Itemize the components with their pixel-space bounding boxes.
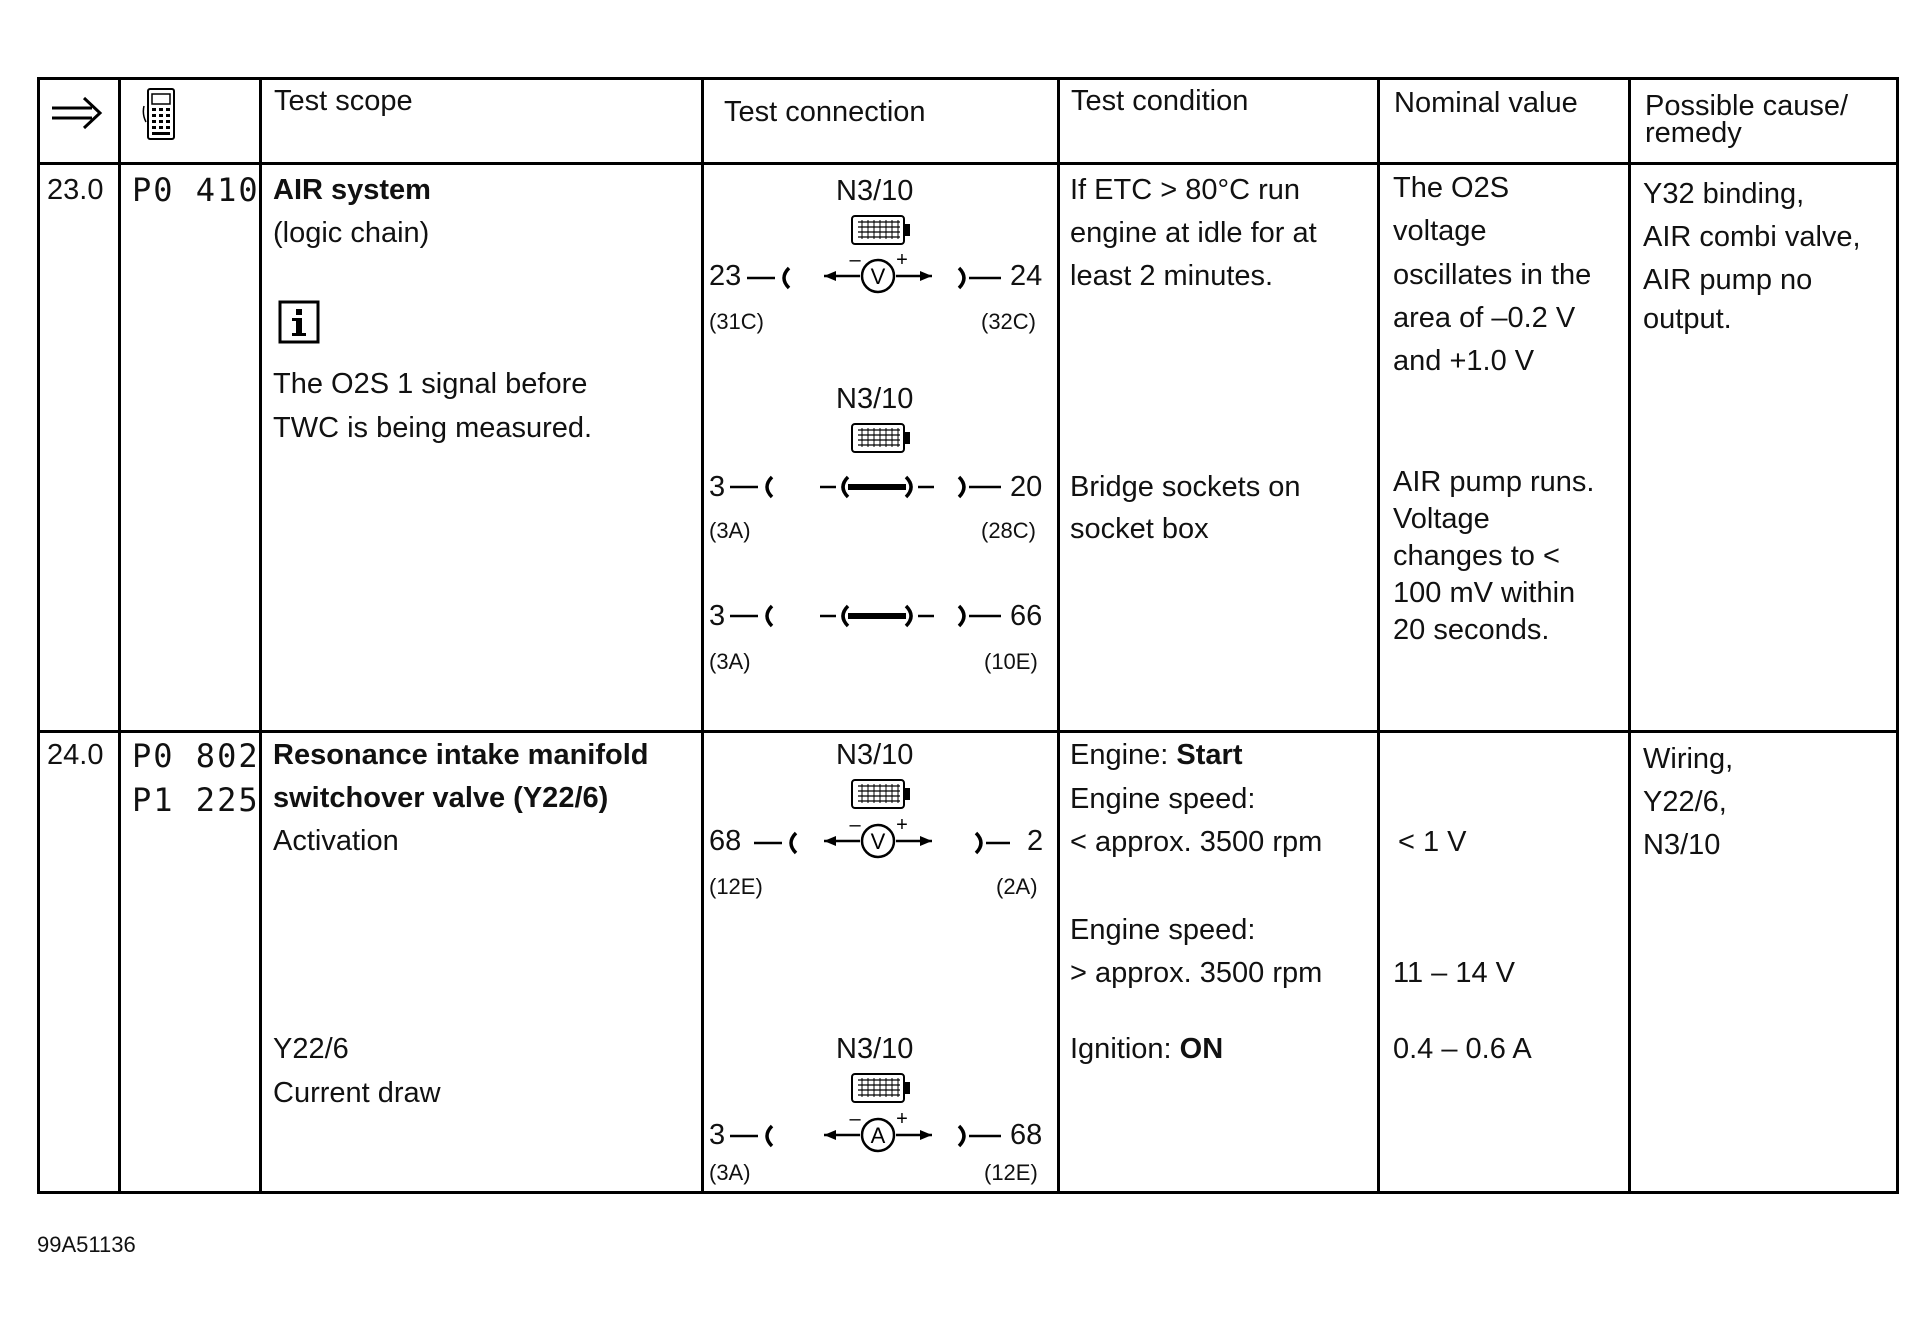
test-condition-line: Engine speed: xyxy=(1070,783,1256,815)
fault-code: P1 225 xyxy=(132,781,260,819)
left-probe-icon xyxy=(745,263,795,293)
voltmeter-icon xyxy=(822,252,934,296)
fault-code: P0 410 xyxy=(132,171,260,209)
socket-right-number: 2 xyxy=(1027,825,1044,857)
socket-right-pin: (32C) xyxy=(981,309,1037,334)
module-label: N3/10 xyxy=(836,1033,914,1065)
possible-cause-line: output. xyxy=(1643,303,1732,335)
connector-box-icon xyxy=(850,214,912,248)
test-scope-note: TWC is being measured. xyxy=(273,412,593,444)
possible-cause-line: AIR combi valve, xyxy=(1643,221,1861,253)
nominal-value-line: area of –0.2 V xyxy=(1393,302,1576,334)
connector-box-icon xyxy=(850,778,912,812)
socket-right-number: 20 xyxy=(1010,471,1043,503)
right-probe-icon xyxy=(953,263,1003,293)
test-condition-line: least 2 minutes. xyxy=(1070,260,1274,292)
condition-label: Ignition: xyxy=(1070,1033,1180,1065)
module-label: N3/10 xyxy=(836,739,914,771)
svg-text:+: + xyxy=(896,817,908,836)
nominal-value-line: 0.4 – 0.6 A xyxy=(1393,1033,1532,1065)
right-probe-icon xyxy=(970,828,1020,858)
row-divider xyxy=(37,730,1899,733)
header-possible-cause: Possible cause/ xyxy=(1645,90,1849,122)
module-label: N3/10 xyxy=(836,383,914,415)
left-probe-icon xyxy=(752,828,802,858)
row-number: 23.0 xyxy=(47,174,104,206)
figure-id: 99A51136 xyxy=(37,1232,136,1257)
nominal-value-line: < 1 V xyxy=(1398,826,1467,858)
socket-left-number: 3 xyxy=(709,600,726,632)
socket-right-number: 66 xyxy=(1010,600,1043,632)
header-test-scope: Test scope xyxy=(274,85,413,117)
test-condition-line: socket box xyxy=(1070,513,1209,545)
socket-right-number: 68 xyxy=(1010,1119,1043,1151)
svg-text:–: – xyxy=(849,1111,861,1130)
nominal-value-line: AIR pump runs. xyxy=(1393,466,1595,498)
right-probe-icon xyxy=(953,472,1003,502)
connector-box-icon xyxy=(850,422,912,456)
col-border-1 xyxy=(118,77,121,1194)
left-probe-icon xyxy=(728,472,778,502)
header-divider xyxy=(37,162,1899,165)
possible-cause-line: Y32 binding, xyxy=(1643,178,1805,210)
possible-cause-line: Wiring, xyxy=(1643,743,1734,775)
nominal-value-line: 20 seconds. xyxy=(1393,614,1550,646)
nominal-value-line: 11 – 14 V xyxy=(1393,957,1516,989)
svg-text:–: – xyxy=(849,252,861,271)
socket-right-pin: (2A) xyxy=(996,874,1038,899)
test-scope-subtitle: (logic chain) xyxy=(273,217,430,249)
tester-device-icon xyxy=(142,86,182,142)
svg-text:+: + xyxy=(896,1111,908,1130)
row-number: 24.0 xyxy=(47,739,104,771)
col-border-3 xyxy=(701,77,704,1194)
test-scope-title: Resonance intake manifold xyxy=(273,739,649,771)
connector-box-icon xyxy=(850,1072,912,1106)
header-test-connection: Test connection xyxy=(724,96,926,128)
nominal-value-line: changes to < xyxy=(1393,540,1560,572)
col-border-5 xyxy=(1377,77,1380,1194)
socket-left-number: 23 xyxy=(709,260,742,292)
info-icon xyxy=(278,300,320,344)
col-border-2 xyxy=(259,77,262,1194)
table-border-top xyxy=(37,77,1899,80)
test-condition-line: If ETC > 80°C run xyxy=(1070,174,1300,206)
table-border-bottom xyxy=(37,1191,1899,1194)
header-remedy: remedy xyxy=(1645,117,1742,149)
socket-left-pin: (3A) xyxy=(709,518,751,543)
header-test-condition: Test condition xyxy=(1071,85,1249,117)
nominal-value-line: The O2S xyxy=(1393,172,1510,204)
test-scope-subtitle: Current draw xyxy=(273,1077,441,1109)
col-border-0 xyxy=(37,77,40,1194)
test-condition-line: Engine speed: xyxy=(1070,914,1256,946)
fault-code: P0 802 xyxy=(132,737,260,775)
module-label: N3/10 xyxy=(836,175,914,207)
col-border-4 xyxy=(1057,77,1060,1194)
possible-cause-line: N3/10 xyxy=(1643,829,1721,861)
bridge-cable-icon xyxy=(818,601,936,631)
header-nominal-value: Nominal value xyxy=(1394,87,1578,119)
voltmeter-icon xyxy=(822,817,934,861)
condition-value: Start xyxy=(1176,739,1243,771)
right-probe-icon xyxy=(953,1121,1003,1151)
nominal-value-line: voltage xyxy=(1393,215,1487,247)
socket-right-number: 24 xyxy=(1010,260,1043,292)
svg-text:V: V xyxy=(870,264,886,289)
test-condition-line xyxy=(1070,737,1243,773)
condition-value: ON xyxy=(1179,1033,1224,1065)
socket-right-pin: (28C) xyxy=(981,518,1037,543)
nominal-value-line: Voltage xyxy=(1393,503,1490,535)
socket-right-pin: (10E) xyxy=(984,649,1038,674)
col-border-6 xyxy=(1628,77,1631,1194)
socket-left-pin: (3A) xyxy=(709,1160,751,1185)
socket-left-pin: (31C) xyxy=(709,309,765,334)
test-scope-subtitle: Activation xyxy=(273,825,399,857)
test-condition-line: Bridge sockets on xyxy=(1070,471,1301,503)
condition-label: Engine: xyxy=(1070,739,1177,771)
svg-text:+: + xyxy=(896,252,908,271)
ammeter-icon xyxy=(822,1111,934,1155)
test-condition-line: > approx. 3500 rpm xyxy=(1070,957,1323,989)
possible-cause-line: AIR pump no xyxy=(1643,264,1813,296)
socket-left-number: 3 xyxy=(709,1119,726,1151)
test-condition-line xyxy=(1070,1031,1223,1067)
test-scope-title: AIR system xyxy=(273,174,431,206)
socket-left-number: 68 xyxy=(709,825,742,857)
test-scope-note: The O2S 1 signal before xyxy=(273,368,588,400)
svg-text:A: A xyxy=(870,1123,886,1148)
nominal-value-line: oscillates in the xyxy=(1393,259,1592,291)
possible-cause-line: Y22/6, xyxy=(1643,786,1727,818)
socket-right-pin: (12E) xyxy=(984,1160,1038,1185)
test-condition-line: engine at idle for at xyxy=(1070,217,1317,249)
bridge-cable-icon xyxy=(818,472,936,502)
arrow-right-icon xyxy=(48,93,108,133)
svg-text:–: – xyxy=(849,817,861,836)
test-scope-component: Y22/6 xyxy=(273,1033,349,1065)
right-probe-icon xyxy=(953,601,1003,631)
nominal-value-line: 100 mV within xyxy=(1393,577,1576,609)
col-border-7 xyxy=(1896,77,1899,1194)
test-scope-title: switchover valve (Y22/6) xyxy=(273,782,609,814)
socket-left-pin: (3A) xyxy=(709,649,751,674)
socket-left-number: 3 xyxy=(709,471,726,503)
left-probe-icon xyxy=(728,601,778,631)
socket-left-pin: (12E) xyxy=(709,874,763,899)
test-condition-line: < approx. 3500 rpm xyxy=(1070,826,1323,858)
left-probe-icon xyxy=(728,1121,778,1151)
svg-text:V: V xyxy=(870,829,886,854)
nominal-value-line: and +1.0 V xyxy=(1393,345,1535,377)
